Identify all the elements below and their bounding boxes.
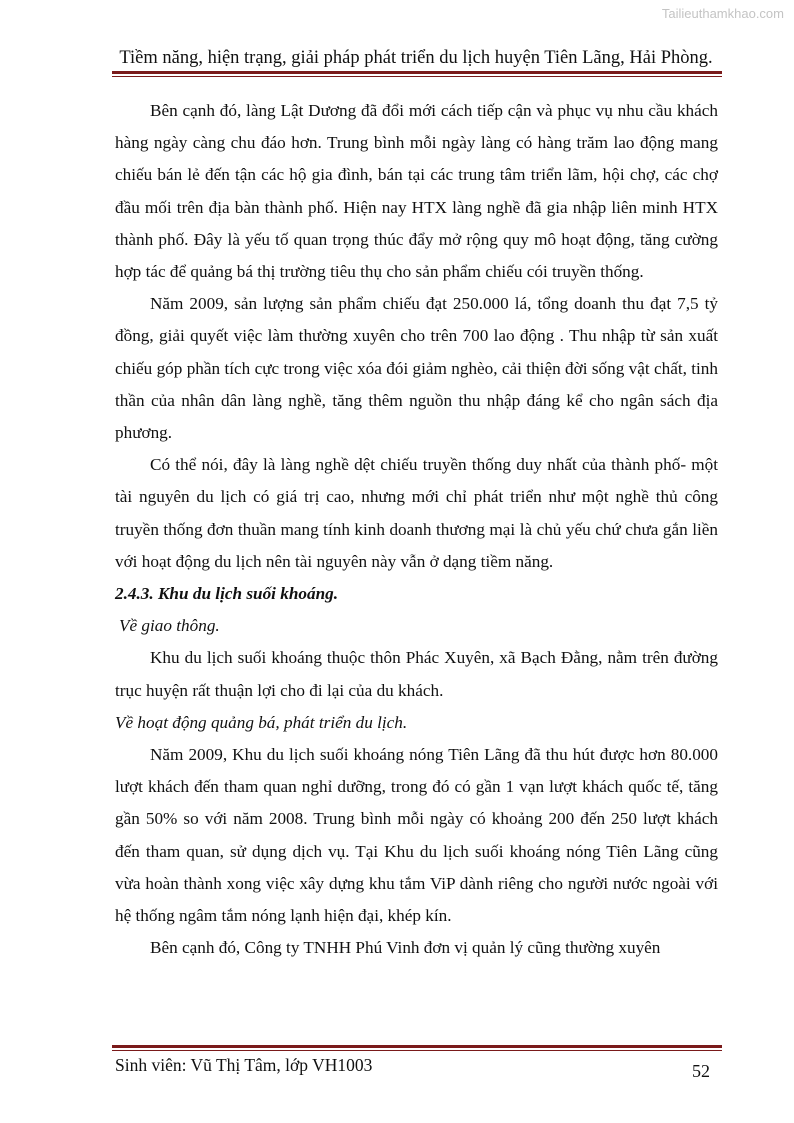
paragraph-phu-vinh: Bên cạnh đó, Công ty TNHH Phú Vinh đơn vị quản lý cũng thường xuyên xyxy=(150,938,661,958)
header-divider xyxy=(112,71,722,77)
paragraph-2009-output: Năm 2009, sản lượng sản phẩm chiếu đạt 250.000 lá, tổng doanh thu đạt 7,5 tỷ đồng, giải quyết việc làm thường xuyên cho trên 700 lao động . Thu nhập từ sản xuất chiếu góp phần tích cực trong việc xóa đói giảm nghèo, cải thiện đời sống vật chất, tinh thần của nhân dân làng nghề, tăng thêm nguồn thu nhập đáng kể cho ngân sách địa phương. xyxy=(115,294,718,443)
subheading-promotion: Về hoạt động quảng bá, phát triển du lịch. xyxy=(115,712,408,732)
footer-divider xyxy=(112,1045,722,1051)
page-body xyxy=(115,95,718,964)
section-heading: 2.4.3. Khu du lịch suối khoáng. xyxy=(115,584,339,604)
paragraph-lat-duong-approach: Bên cạnh đó, làng Lật Dương đã đổi mới cách tiếp cận và phục vụ nhu cầu khách hàng ngày càng chu đáo hơn. Trung bình mỗi ngày làng có hàng trăm lao động mang chiếu bán lẻ đến tận các hộ gia đình, bán tại các trung tâm triển lãm, hội chợ, các chợ đầu mối trên địa bàn thành phố. Hiện nay HTX làng nghề đã gia nhập liên minh HTX thành phố. Đây là yếu tố quan trọng thúc đẩy mở rộng quy mô hoạt động, tăng cường hợp tác để quảng bá thị trường tiêu thụ cho sản phẩm chiếu cói truyền thống. xyxy=(115,101,718,282)
paragraph-transport: Khu du lịch suối khoáng thuộc thôn Phác Xuyên, xã Bạch Đằng, nằm trên đường trục huyện rất thuận lợi cho đi lại của du khách. xyxy=(115,648,718,700)
footer-student: Sinh viên: Vũ Thị Tâm, lớp VH1003 xyxy=(115,1055,373,1075)
paragraph-2009-visitors: Năm 2009, Khu du lịch suối khoáng nóng Tiên Lãng đã thu hút được hơn 80.000 lượt khách đến tham quan nghỉ dưỡng, trong đó có gần 1 vạn lượt khách quốc tế, tăng gần 50% so với năm 2008. Trung bình mỗi ngày có khoảng 200 đến 250 lượt khách đến tham quan, sử dụng dịch vụ. Tại Khu du lịch suối khoáng nóng Tiên Lãng cũng vừa hoàn thành xong việc xây dựng khu tắm ViP dành riêng cho người nước ngoài với hệ thống ngâm tắm nóng lạnh hiện đại, khép kín. xyxy=(115,745,718,926)
subheading-transport: Về giao thông. xyxy=(119,616,220,636)
watermark: Tailieuthamkhao.com xyxy=(661,6,784,21)
header-title: Tiềm năng, hiện trạng, giải pháp phát triển du lịch huyện Tiên Lãng, Hải Phòng. xyxy=(119,48,713,68)
paragraph-unique-craft-village: Có thể nói, đây là làng nghề dệt chiếu truyền thống duy nhất của thành phố- một tài nguyên du lịch có giá trị cao, nhưng mới chỉ phát triển như một nghề thủ công truyền thống đơn thuần mang tính kinh doanh thương mại là chủ yếu chứ chưa gắn liền với hoạt động du lịch nên tài nguyên này vẫn ở dạng tiềm năng. xyxy=(115,455,718,571)
page-number: 52 xyxy=(692,1061,710,1081)
